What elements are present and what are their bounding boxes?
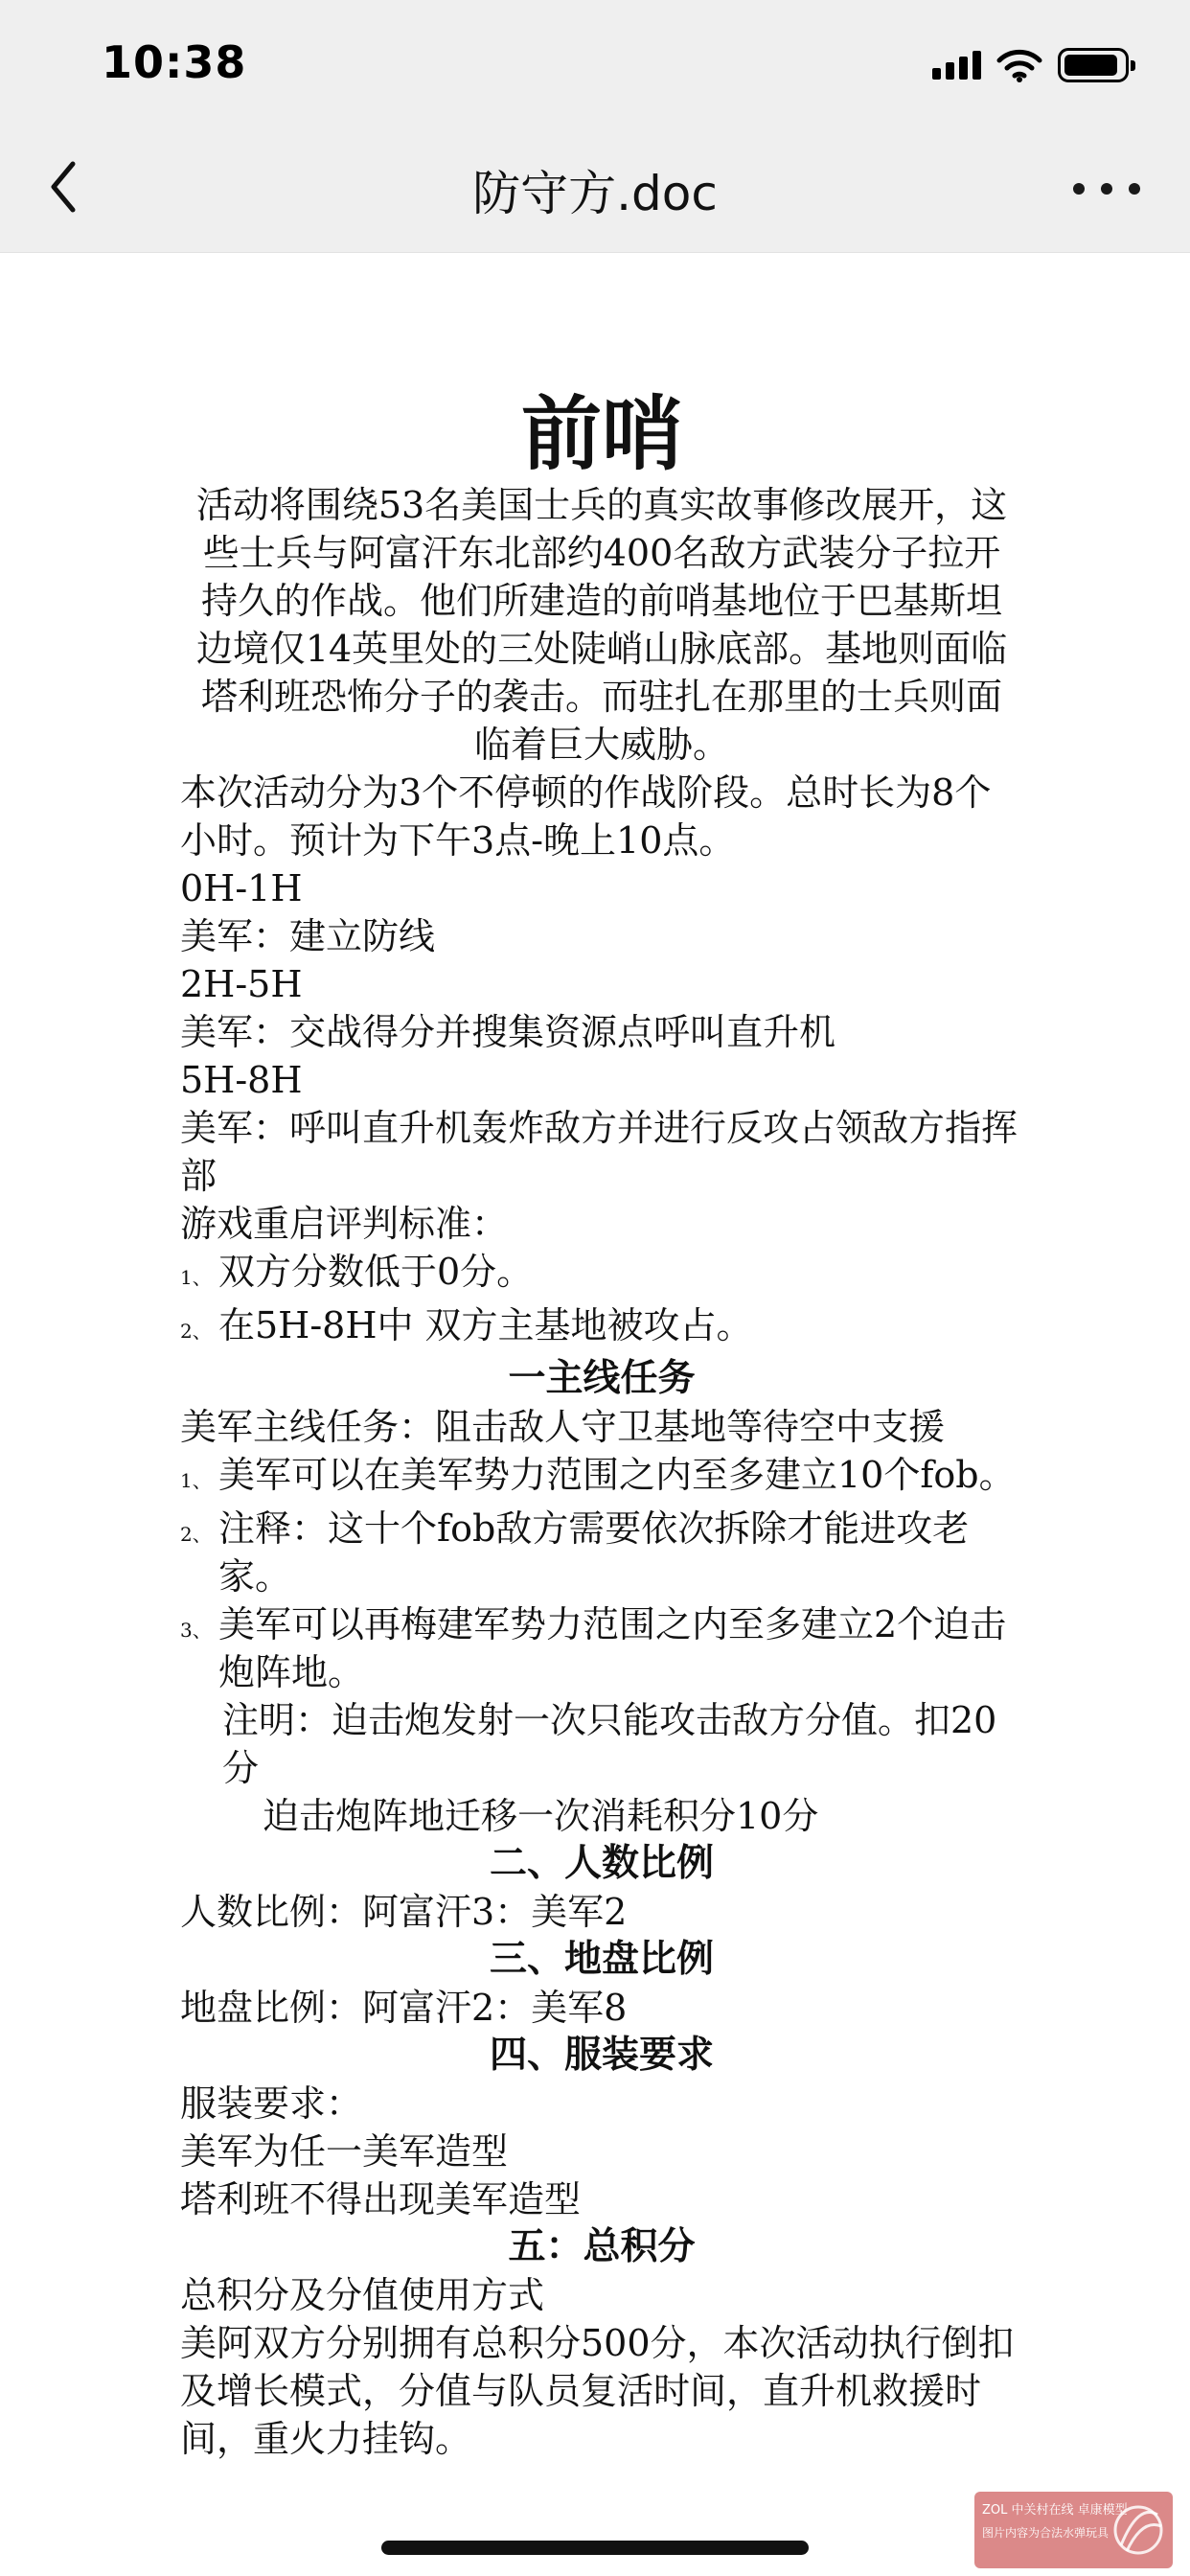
watermark-text: ZOL 中关村在线 卓康模型 (982, 2503, 1128, 2518)
mortar-note: 注明：迫击炮发射一次只能攻击敌方分值。扣20分 (222, 1699, 997, 1789)
chevron-left-icon (46, 158, 80, 216)
territory-ratio: 地盘比例：阿富汗2：美军8 (180, 1987, 628, 2029)
section-heading-score: 五：总积分 (508, 2225, 696, 2268)
restart-heading: 游戏重启评判标准： (180, 1203, 509, 1245)
phase1-task: 美军：建立防线 (180, 915, 436, 957)
home-indicator[interactable] (381, 2541, 809, 2555)
list-item (180, 1248, 1023, 1301)
schedule-paragraph: 本次活动分为3个不停顿的作战阶段。总时长为8个小时。预计为下午3点-晚上10点。 (180, 771, 992, 862)
document-filename: 防守方.doc (472, 166, 718, 221)
list-text: 双方分数低于0分。 (218, 1251, 534, 1293)
section-heading-territory: 三、地盘比例 (489, 1938, 714, 1981)
score-heading: 总积分及分值使用方式 (180, 2274, 545, 2316)
status-time: 10:38 (102, 36, 247, 88)
document-title: 前哨 (520, 387, 682, 481)
list-number: 2、 (180, 1523, 212, 1546)
main-task-paragraph: 美军主线任务：阻击敌人守卫基地等待空中支援 (180, 1406, 946, 1448)
list-text: 在5H-8H中 双方主基地被攻占。 (218, 1304, 753, 1346)
status-icons (932, 46, 1129, 84)
more-horizontal-icon (1073, 183, 1085, 195)
list-item (180, 1505, 1023, 1600)
phase2-time: 2H-5H (180, 963, 303, 1005)
watermark-logo-icon (1110, 2497, 1167, 2561)
list-number: 2、 (180, 1320, 212, 1343)
wifi-icon (996, 48, 1042, 82)
dress-taliban: 塔利班不得出现美军造型 (180, 2178, 582, 2220)
document-body (180, 381, 1023, 2463)
intro-paragraph: 活动将围绕53名美国士兵的真实故事修改展开，这些士兵与阿富汗东北部约400名敌方武装分子拉开持久的作战。他们所建造的前哨基地位于巴基斯坦边境仅14英里处的三处陡峭山脉底部。基地则面临塔利班恐怖分子的袭击。而驻扎在那里的士兵则面临着巨大威胁。 (195, 484, 1008, 766)
phase2-task: 美军：交战得分并搜集资源点呼叫直升机 (180, 1011, 836, 1053)
dress-heading: 服装要求： (180, 2082, 363, 2125)
section-heading-dress: 四、服装要求 (489, 2034, 714, 2077)
list-item (180, 1600, 1023, 1696)
battery-icon (1058, 48, 1129, 82)
phase1-time: 0H-1H (180, 867, 303, 909)
phase3-task: 美军：呼叫直升机轰炸敌方并进行反攻占领敌方指挥部 (180, 1107, 1018, 1197)
back-button[interactable] (34, 153, 92, 220)
cellular-signal-icon (932, 51, 981, 80)
more-options-button[interactable] (1073, 168, 1140, 210)
list-number: 3、 (180, 1619, 212, 1642)
list-item (180, 1301, 1023, 1355)
watermark-badge (974, 2492, 1173, 2568)
list-item (180, 1451, 1023, 1505)
list-text: 美军可以在美军势力范围之内至多建立10个fob。 (218, 1454, 1016, 1496)
app-header (0, 0, 1190, 253)
section-heading-headcount: 二、人数比例 (489, 1842, 714, 1885)
list-number: 1、 (180, 1266, 212, 1289)
dress-us: 美军为任一美军造型 (180, 2130, 509, 2173)
list-number: 1、 (180, 1469, 212, 1492)
headcount-ratio: 人数比例：阿富汗3：美军2 (180, 1891, 628, 1933)
section-heading-main-task: 一主线任务 (508, 1357, 696, 1400)
list-text: 美军可以再梅建军势力范围之内至多建立2个迫击炮阵地。 (218, 1603, 1007, 1693)
watermark-caption: 图片内容为合法水弹玩具 (982, 2526, 1110, 2540)
list-text: 注释：这十个fob敌方需要依次拆除才能进攻老家。 (218, 1507, 970, 1598)
mortar-move-note: 迫击炮阵地迁移一次消耗积分10分 (263, 1795, 819, 1837)
phase3-time: 5H-8H (180, 1059, 303, 1101)
score-paragraph: 美阿双方分别拥有总积分500分，本次活动执行倒扣及增长模式，分值与队员复活时间，直升机救援时间，重火力挂钩。 (180, 2322, 1015, 2460)
